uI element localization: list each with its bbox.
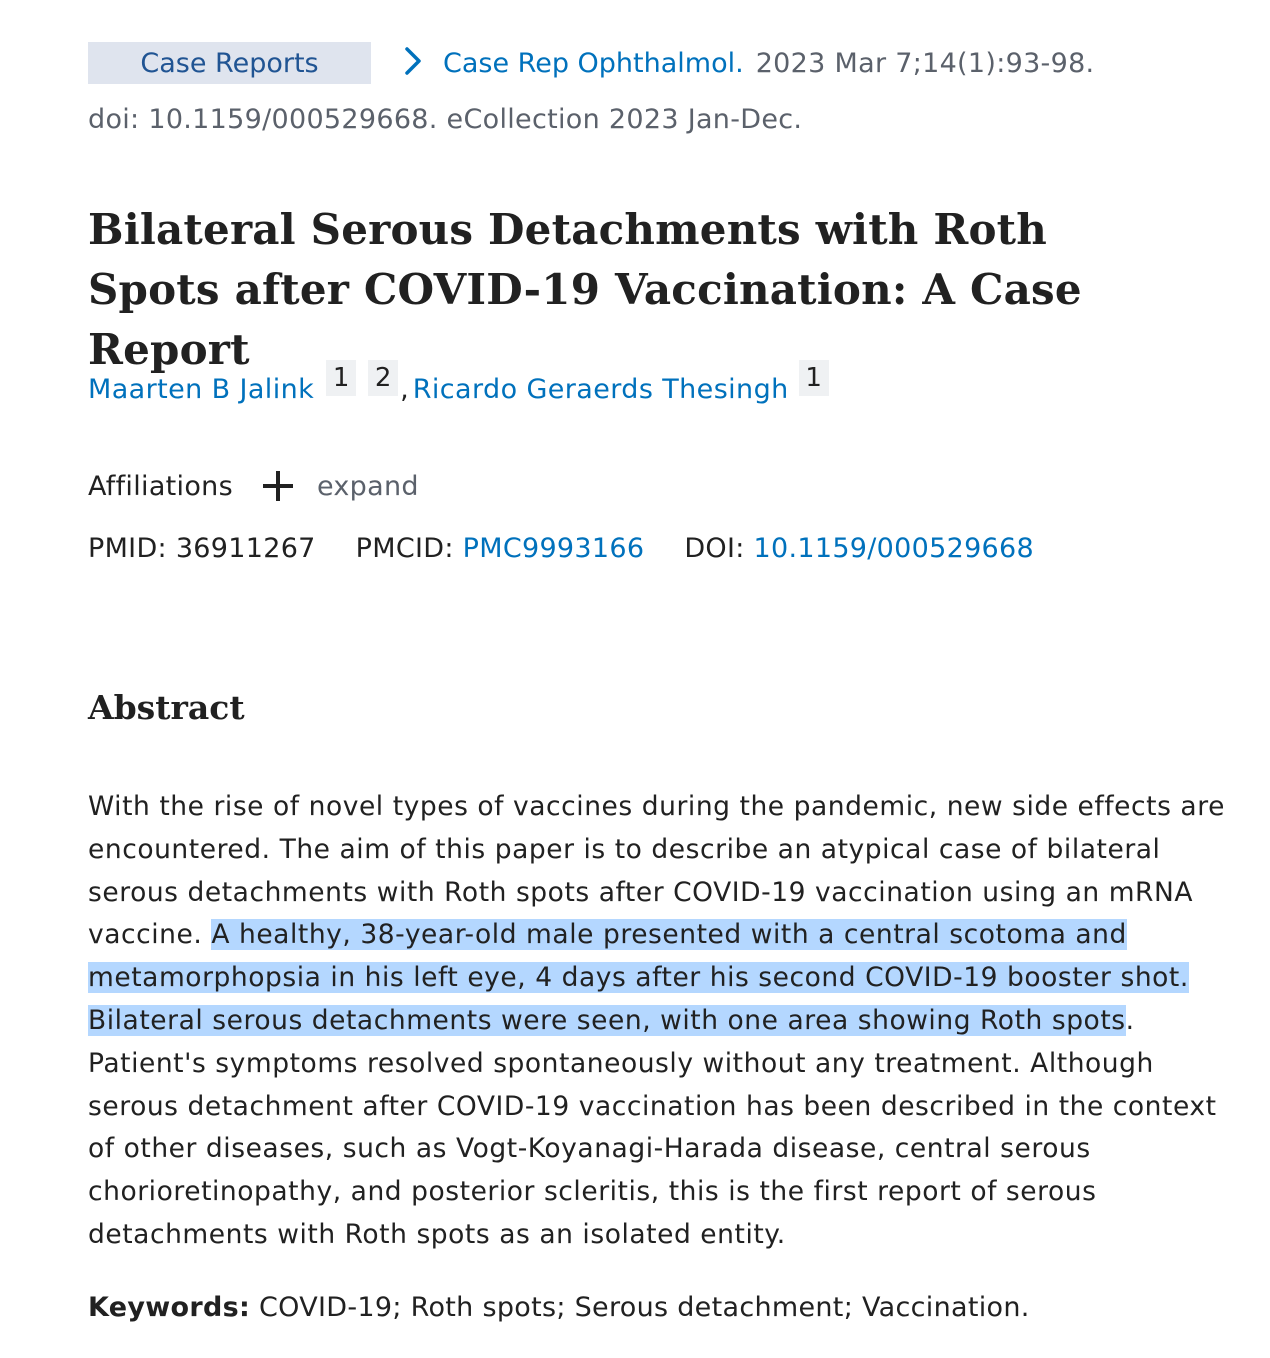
chevron-right-icon xyxy=(397,45,429,77)
text-selection: A healthy, 38-year-old male presented with a central scotoma and metamorphopsia in his left eye, 4 days after his second COVID-19 booster shot. Bilateral serous detachments were seen, with one area showing Roth spots xyxy=(88,919,1189,1036)
author-separator: , xyxy=(400,374,409,405)
keywords-label: Keywords: xyxy=(88,1292,251,1323)
affiliations-label: Affiliations xyxy=(88,470,233,502)
abstract-heading: Abstract xyxy=(88,688,245,727)
citation-doi: doi: 10.1159/000529668. eCollection 2023 Jan-Dec. xyxy=(88,104,803,135)
identifiers xyxy=(88,533,1074,564)
affiliations-toggle[interactable] xyxy=(88,462,419,510)
pmcid-link[interactable]: PMC9993166 xyxy=(462,533,645,564)
author-link[interactable]: Ricardo Geraerds Thesingh xyxy=(412,374,789,405)
pmid xyxy=(88,533,316,564)
abstract-text xyxy=(88,786,1238,1257)
doi xyxy=(684,533,1034,564)
plus-icon[interactable] xyxy=(261,469,295,503)
abstract-text-before: With the rise of novel types of vaccines during the pandemic, new side effects are encountered. The aim of this paper is to describe an atypical case of bilateral serous detachments with Roth spots after COVID-19 vaccination using an mRNA vaccine. xyxy=(88,791,1225,951)
pmid-label: PMID: xyxy=(88,533,167,564)
article-title: Bilateral Serous Detachments with Roth Spots after COVID-19 Vaccination: A Case Report xyxy=(88,205,1082,374)
keywords-value: COVID-19; Roth spots; Serous detachment; Vaccination. xyxy=(258,1292,1030,1323)
expand-button[interactable]: expand xyxy=(316,470,419,502)
author-list xyxy=(88,360,829,405)
publication-type-badge[interactable]: Case Reports xyxy=(88,42,371,84)
pmid-value: 36911267 xyxy=(175,533,316,564)
citation-date: 2023 Mar 7;14(1):93-98. xyxy=(755,47,1095,79)
pmcid-label: PMCID: xyxy=(355,533,454,564)
abstract-text-after: . Patient's symptoms resolved spontaneously without any treatment. Although serous detachment after COVID-19 vaccination has been described in the context of other diseases, such as Vogt-Koyanagi-Harada disease, central serous chorioretinopathy, and posterior scleritis, this is the first report of serous detachments with Roth spots as an isolated entity. xyxy=(88,1004,1217,1250)
citation-line xyxy=(88,42,1094,84)
keywords xyxy=(88,1292,1030,1323)
affiliation-ref[interactable]: 1 xyxy=(799,360,829,396)
affiliation-ref[interactable]: 2 xyxy=(368,360,398,396)
affiliation-ref[interactable]: 1 xyxy=(326,360,356,396)
pmcid xyxy=(356,533,645,564)
doi-label: DOI: xyxy=(684,533,745,564)
journal-link[interactable]: Case Rep Ophthalmol. xyxy=(443,47,744,79)
author-link[interactable]: Maarten B Jalink xyxy=(88,374,315,405)
doi-link[interactable]: 10.1159/000529668 xyxy=(753,533,1034,564)
